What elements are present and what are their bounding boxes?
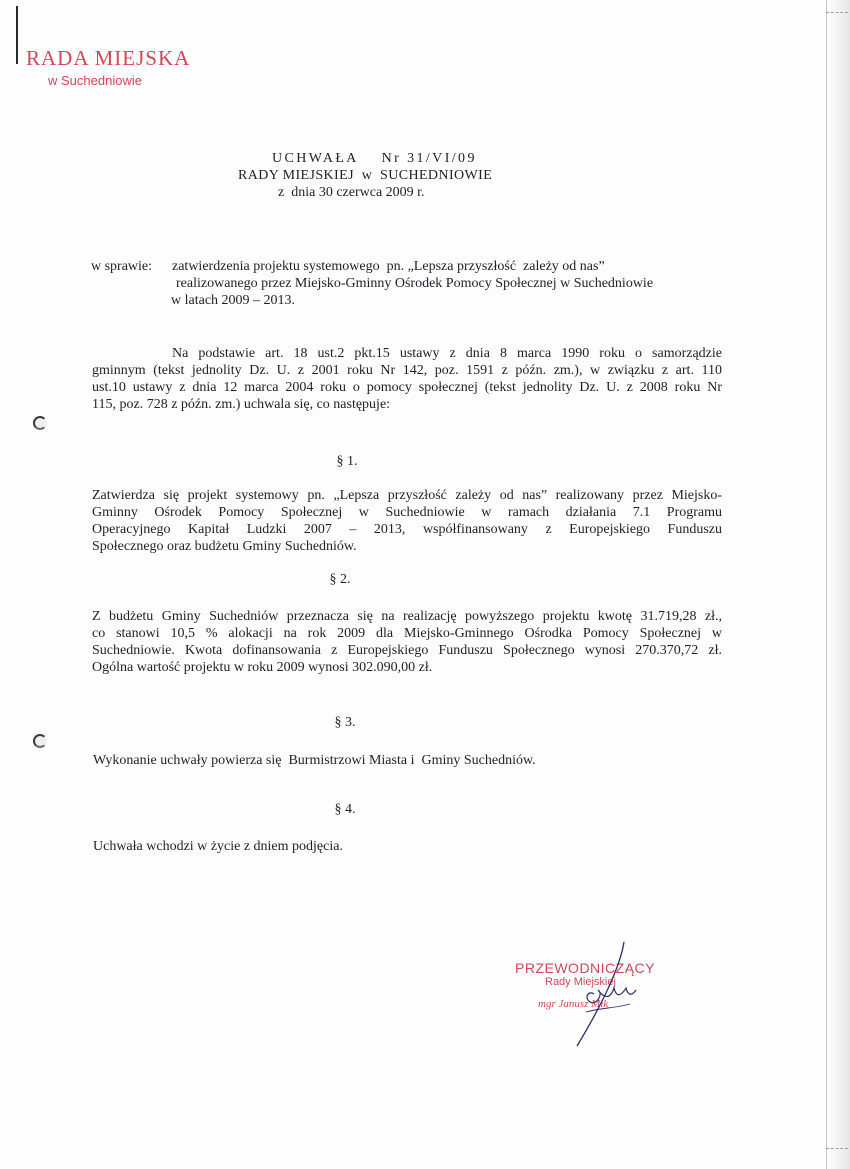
paragraph-1-line4: Społecznego oraz budżetu Gminy Suchedniów.: [92, 539, 357, 554]
paragraph-4-body: [93, 838, 723, 855]
resolution-number: UCHWAŁA Nr 31/VI/09: [272, 151, 477, 166]
council-stamp-line1: RADA MIEJSKA: [26, 46, 191, 70]
scan-edge-line: [826, 0, 827, 1169]
legal-basis-line1: Na podstawie art. 18 ust.2 pkt.15 ustawy z dnia 8 marca 1990 roku o samorządzie: [172, 346, 722, 361]
legal-basis-line3: ust.10 ustawy z dnia 12 marca 2004 roku o pomocy społecznej (tekst jednolity Dz. U. z 2008 roku Nr: [92, 380, 722, 395]
resolution-subject: [91, 258, 731, 309]
legal-basis-line1-row: [92, 345, 722, 362]
legal-basis-line2: gminnym (tekst jednolity Dz. U. z 2001 roku Nr 142, poz. 1591 z późn. zm.), w związku z art. 110: [92, 363, 722, 378]
paragraph-4-title: § 4.: [334, 802, 356, 817]
subject-label: w sprawie:: [91, 259, 153, 274]
paragraph-2-line3: Suchedniowie. Kwota dofinansowania z Europejskiego Funduszu Społecznego wynosi 270.370,72 zł.: [92, 643, 722, 658]
paragraph-1-line1: Zatwierdza się projekt systemowy pn. „Lepsza przyszłość zależy od nas” realizowany przez Miejsko-: [92, 488, 722, 503]
punch-hole-upper: [33, 416, 47, 430]
paragraph-3-title: § 3.: [334, 715, 356, 730]
chairman-stamp-title: PRZEWODNICZĄCY: [515, 960, 655, 976]
subject-line1-row: [91, 258, 731, 275]
council-stamp: [26, 46, 216, 88]
scan-shadow-right: [825, 0, 850, 1169]
subject-line3: w latach 2009 – 2013.: [171, 293, 296, 308]
subject-line1: zatwierdzenia projektu systemowego pn. „Lepsza przyszłość zależy od nas”: [172, 259, 605, 274]
chairman-stamp-name: mgr Janusz Mik: [538, 998, 609, 1010]
paragraph-3-body: [93, 752, 723, 769]
resolution-issuer: RADY MIEJSKIEJ w SUCHEDNIOWIE: [238, 168, 493, 183]
subject-line2: realizowanego przez Miejsko-Gminny Ośrodek Pomocy Społecznej w Suchedniowie: [176, 276, 654, 291]
chairman-stamp-body: Rady Miejskiej: [545, 976, 616, 988]
paragraph-3-line1: Wykonanie uchwały powierza się Burmistrzowi Miasta i Gminy Suchedniów.: [93, 753, 536, 768]
paragraph-2-line4: Ogólna wartość projektu w roku 2009 wynosi 302.090,00 zł.: [92, 660, 433, 675]
handwritten-signature: [560, 938, 640, 1050]
resolution-header: [200, 150, 560, 201]
paragraph-2-line2: co stanowi 10,5 % alokacji na rok 2009 dla Miejsko-Gminnego Ośrodka Pomocy Społecznej w: [92, 626, 722, 641]
paragraph-4-line1: Uchwała wchodzi w życie z dniem podjęcia.: [93, 839, 343, 854]
council-stamp-line2: w Suchedniowie: [48, 73, 142, 88]
paragraph-1-title: § 1.: [336, 454, 358, 469]
paragraph-1-body: [92, 487, 722, 555]
paragraph-1-line3: Operacyjnego Kapitał Ludzki 2007 – 2013, współfinansowany z Europejskiego Funduszu: [92, 522, 722, 537]
scan-edge-line-left: [16, 6, 18, 64]
paragraph-2-body: [92, 608, 722, 676]
scan-edge-mark-top: [826, 12, 848, 13]
paragraph-2-line1: Z budżetu Gminy Suchedniów przeznacza się na realizację powyższego projektu kwotę 31.719,28 zł.,: [92, 609, 722, 624]
legal-basis: [92, 345, 722, 413]
punch-hole-lower: [33, 734, 47, 748]
scan-edge-mark-bottom: [826, 1148, 848, 1149]
resolution-date: z dnia 30 czerwca 2009 r.: [278, 185, 425, 200]
legal-basis-line4: 115, poz. 728 z późn. zm.) uchwala się, co następuje:: [92, 397, 391, 412]
paragraph-2-title: § 2.: [329, 572, 351, 587]
paragraph-1-line2: Gminny Ośrodek Pomocy Społecznej w Suchedniowie w ramach działania 7.1 Programu: [92, 505, 722, 520]
